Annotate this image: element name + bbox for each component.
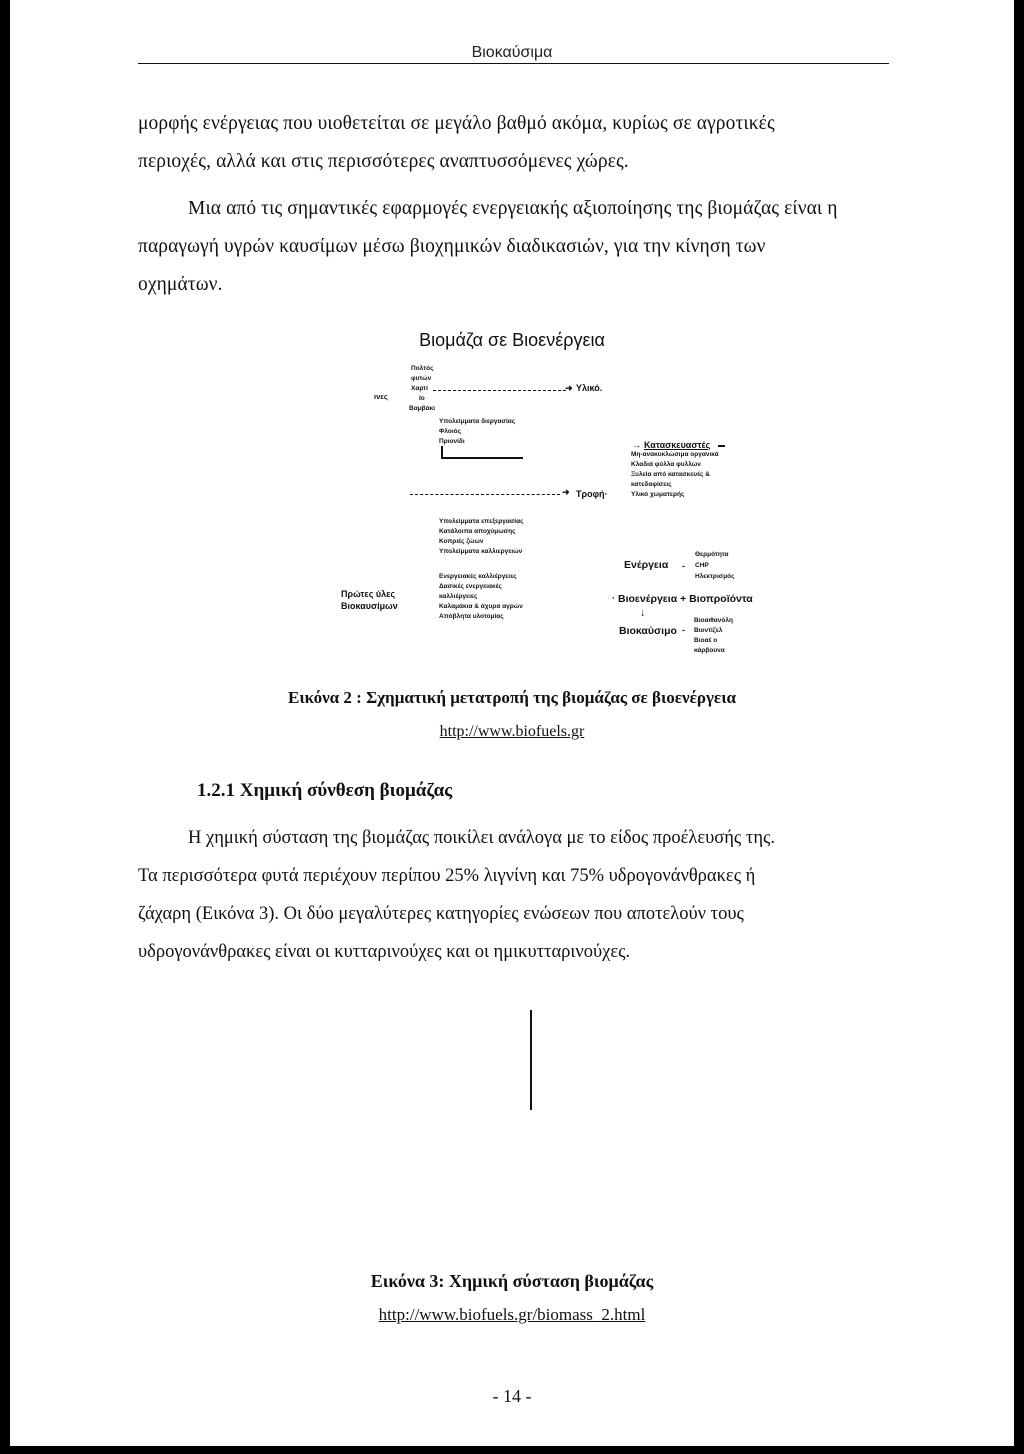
intro-line-2: περιοχές, αλλά και στις περισσότερες αναπτυσσόμενες χώρες. bbox=[138, 151, 629, 172]
down-arrow-icon: ↓ bbox=[640, 607, 646, 619]
left-label-bottom-line1: Πρώτες ύλες bbox=[341, 589, 396, 599]
group4-item: καλλιέργειες bbox=[439, 593, 478, 600]
group3-item: Υπολείμματα καλλιεργειών bbox=[439, 548, 523, 555]
group1-item: Ιο bbox=[419, 395, 425, 402]
body-line-4: υδρογονάνθρακες είναι οι κυτταρινούχες και οι ημικυτταρινούχες. bbox=[138, 942, 631, 962]
biofuel-item: Βιοντίζελ bbox=[694, 627, 723, 634]
running-header: Βιοκαύσιμα bbox=[471, 44, 553, 61]
wood-item: Κλαδιά φύλλα φυλλων bbox=[631, 461, 701, 468]
figure2-caption: Εικόνα 2 : Σχηματική μετατροπή της βιομάζας σε βιοενέργεια bbox=[288, 688, 736, 707]
group4-item: Δασικές ενεργειακές bbox=[439, 583, 502, 590]
energy-label: Ενέργεια bbox=[624, 559, 669, 571]
document-page bbox=[10, 0, 1014, 1446]
wood-label: Κατασκευαστές bbox=[644, 440, 711, 450]
body-line-2: Τα περισσότερα φυτά περιέχουν περίπου 25% λιγνίνη και 75% υδρογονάνθρακες ή bbox=[138, 866, 756, 886]
arrow-icon: → bbox=[632, 440, 641, 450]
biofuel-item: Βιοαέ ο bbox=[694, 637, 718, 644]
wood-item: κατεδαφίσεις bbox=[631, 481, 672, 488]
material-label: Υλικό. bbox=[576, 383, 603, 393]
intro-line-1: μορφής ενέργειας που υιοθετείται σε μεγάλο βαθμό ακόμα, κυρίως σε αγροτικές bbox=[138, 113, 775, 134]
biofuel-item: κάρβουνα bbox=[694, 647, 725, 654]
left-label-top: ινες bbox=[374, 392, 388, 401]
bioenergy-label: Βιοενέργεια + Βιοπροϊόντα bbox=[618, 593, 753, 605]
intro-line-3: Μια από τις σημαντικές εφαρμογές ενεργειακής αξιοποίησης της βιομάζας είναι η bbox=[188, 198, 838, 219]
group1-item: φυτών bbox=[411, 375, 432, 382]
group1-item: Βαμβάκι bbox=[409, 405, 436, 412]
intro-line-4: παραγωγή υγρών καυσίμων μέσω βιοχημικών διαδικασιών, για την κίνηση των bbox=[138, 236, 766, 257]
biofuel-item: Βιοαιθανόλη bbox=[694, 617, 733, 624]
group1-item: Χαρτί bbox=[411, 385, 428, 392]
solid-connector bbox=[441, 457, 523, 459]
figure2-link[interactable]: http://www.biofuels.gr bbox=[439, 723, 585, 740]
biofuel-label: Βιοκαύσιμο bbox=[619, 625, 677, 637]
header-rule bbox=[138, 63, 889, 64]
separator-dash: - bbox=[682, 625, 685, 635]
group4-item: Απόβλητα υλοτομίας bbox=[439, 613, 504, 620]
arrowhead-icon: ➜ bbox=[562, 487, 570, 497]
feed-label: Τροφή· bbox=[576, 489, 608, 499]
group2-item: Υπολείμματα διεργασίας bbox=[439, 418, 516, 425]
wood-item: Μη-ανακυκλώσιμα οργανικά bbox=[631, 451, 719, 458]
arrowhead-icon: ➜ bbox=[565, 383, 573, 393]
energy-item: CHP bbox=[695, 562, 709, 569]
wood-item: Ξυλεία από κατασκευές & bbox=[631, 471, 710, 478]
group1-item: Πολτός bbox=[411, 365, 434, 372]
figure3-link[interactable]: http://www.biofuels.gr/biomass_2.html bbox=[378, 1305, 646, 1324]
group2-item: Πριονίδι bbox=[439, 438, 465, 445]
separator-dash: - bbox=[682, 561, 685, 571]
dash-mark bbox=[718, 445, 725, 447]
figure3-caption: Εικόνα 3: Χημική σύσταση βιομάζας bbox=[370, 1271, 654, 1291]
wood-item: Υλικό χωματερής bbox=[631, 491, 685, 498]
page-number: - 14 - bbox=[492, 1386, 532, 1406]
intro-line-5: οχημάτων. bbox=[138, 274, 223, 295]
separator-dash: · bbox=[612, 593, 615, 603]
dashed-arrow-line bbox=[410, 494, 560, 495]
figure3-placeholder-rule bbox=[530, 1010, 532, 1110]
group3-item: Κοπριές ζώων bbox=[439, 538, 484, 545]
body-line-1: Η χημική σύσταση της βιομάζας ποικίλει ανάλογα με το είδος προέλευσής της. bbox=[188, 828, 775, 848]
group4-item: Καλαμάκια & άχυρα αγρών bbox=[439, 603, 523, 610]
group3-item: Κατάλοιπα αποχύμωσης bbox=[439, 528, 516, 535]
body-line-3: ζάχαρη (Εικόνα 3). Οι δύο μεγαλύτερες κατηγορίες ενώσεων που αποτελούν τους bbox=[138, 904, 744, 924]
group2-item: Φλοιός bbox=[439, 428, 461, 435]
dashed-arrow-line bbox=[433, 390, 566, 391]
energy-item: Ηλεκτρισμός bbox=[695, 573, 735, 580]
section-heading: 1.2.1 Χημική σύνθεση βιομάζας bbox=[197, 780, 453, 801]
figure2-title: Βιομάζα σε Βιοενέργεια bbox=[419, 330, 605, 350]
left-label-bottom-line2: Βιοκαυσίμων bbox=[341, 601, 398, 611]
group3-item: Υπολείμματα επεξεργασίας bbox=[439, 518, 524, 525]
group4-item: Ενεργειακές καλλιέργειες bbox=[439, 573, 517, 580]
energy-item: Θερμότητα bbox=[695, 551, 729, 558]
